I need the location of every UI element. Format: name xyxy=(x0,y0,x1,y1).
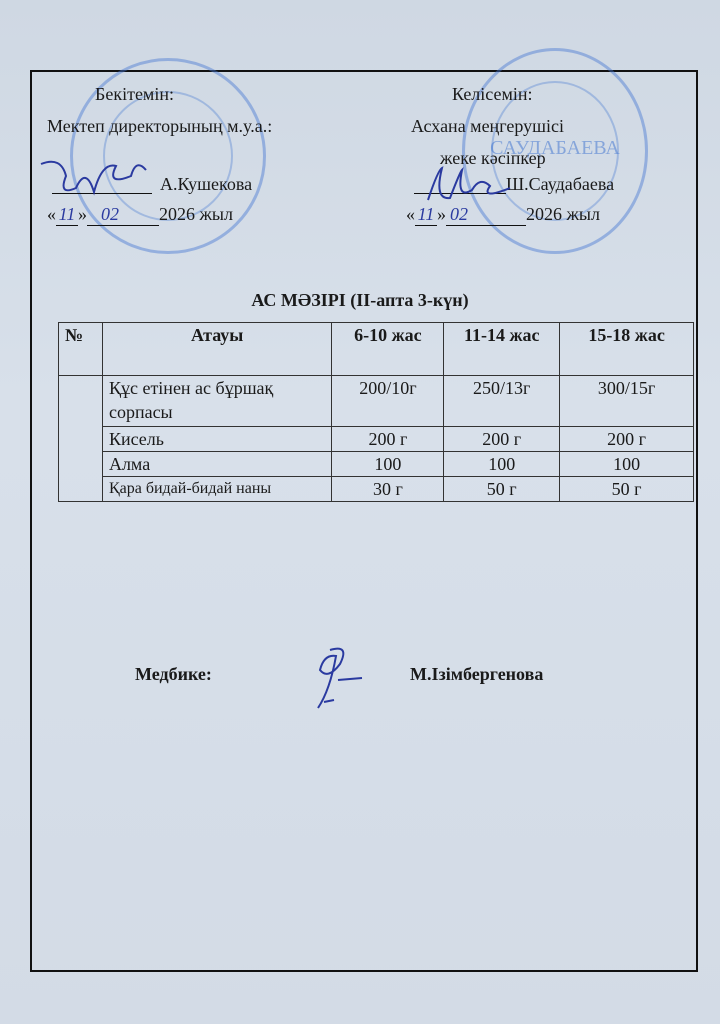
menu-title: АС МӘЗІРІ (ІІ-апта 3-күн) xyxy=(251,290,469,310)
table-row xyxy=(59,427,694,452)
portion-11-14: 50 г xyxy=(444,477,560,502)
approve-name: А.Кушекова xyxy=(160,174,253,194)
approve-label: Бекітемін: xyxy=(95,84,174,104)
dish-name: Қара бидай-бидай наны xyxy=(102,477,332,502)
menu-table xyxy=(58,322,694,502)
agree-name: Ш.Саудабаева xyxy=(506,174,615,194)
header-age-11-14: 11-14 жас xyxy=(444,323,560,376)
table-row xyxy=(59,477,694,502)
agree-label: Келісемін: xyxy=(452,84,533,104)
portion-15-18: 50 г xyxy=(560,477,694,502)
table-row xyxy=(59,452,694,477)
header-number: № xyxy=(59,323,103,376)
portion-15-18: 300/15г xyxy=(560,376,694,427)
director-signature xyxy=(36,146,156,206)
portion-6-10: 100 xyxy=(332,452,444,477)
number-cell xyxy=(59,376,103,502)
agree-date: « 11 » 02 2026 жыл xyxy=(406,204,601,224)
nurse-name: М.Ізімбергенова xyxy=(410,664,544,684)
header-name: Атауы xyxy=(102,323,332,376)
portion-15-18: 100 xyxy=(560,452,694,477)
portion-15-18: 200 г xyxy=(560,427,694,452)
approve-position: Мектеп директорының м.у.а.: xyxy=(47,116,273,136)
table-row xyxy=(59,376,694,427)
portion-11-14: 250/13г xyxy=(444,376,560,427)
header-age-15-18: 15-18 жас xyxy=(560,323,694,376)
table-header-row xyxy=(59,323,694,376)
approve-date: « 11 » 02 2026 жыл xyxy=(47,204,234,224)
portion-11-14: 100 xyxy=(444,452,560,477)
portion-6-10: 200/10г xyxy=(332,376,444,427)
nurse-signature xyxy=(300,640,370,720)
dish-name: Алма xyxy=(102,452,332,477)
portion-11-14: 200 г xyxy=(444,427,560,452)
stamp-text: САУДАБАЕВА xyxy=(490,137,620,159)
dish-name: Құс етінен ас бұршақ сорпасы xyxy=(102,376,332,427)
portion-6-10: 200 г xyxy=(332,427,444,452)
canteen-signature xyxy=(420,160,520,210)
nurse-label: Медбике: xyxy=(135,664,212,684)
portion-6-10: 30 г xyxy=(332,477,444,502)
agree-position-2: жеке кәсіпкер xyxy=(440,148,546,168)
header-age-6-10: 6-10 жас xyxy=(332,323,444,376)
dish-name: Кисель xyxy=(102,427,332,452)
agree-position-1: Асхана меңгерушісі xyxy=(411,116,564,136)
